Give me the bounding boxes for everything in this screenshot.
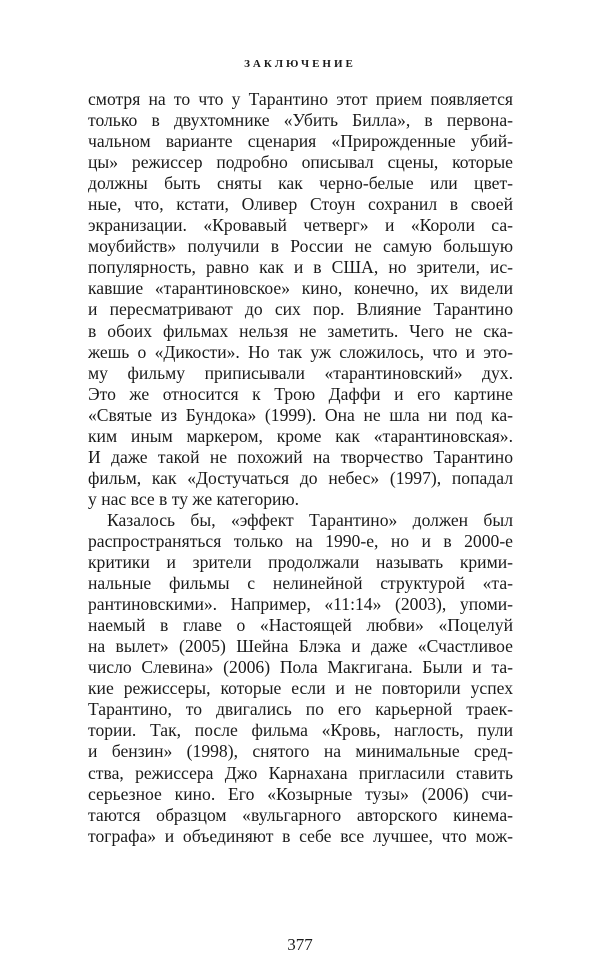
- text-line: в обоих фильмах нельзя не заметить. Чего не ска-: [88, 320, 513, 341]
- text-line: таются образцом «вульгарного авторского кинема-: [88, 804, 513, 825]
- text-line: серьезное кино. Его «Козырные тузы» (2006) счи-: [88, 783, 513, 804]
- text-line: на вылет» (2005) Шейна Блэка и даже «Счастливое: [88, 636, 513, 657]
- text-line: тории. Так, после фильма «Кровь, наглость, пули: [88, 720, 513, 741]
- text-line: фильм, как «Достучаться до небес» (1997), попадал: [88, 467, 513, 488]
- text-line: рантиновскими». Например, «11:14» (2003), упоми-: [88, 594, 513, 615]
- text-line: и пересматривают до сих пор. Влияние Тарантино: [88, 299, 513, 320]
- text-line: распространяться только на 1990-е, но и в 2000-е: [88, 530, 513, 551]
- text-line: только в двухтомнике «Убить Билла», в первона-: [88, 110, 513, 131]
- body-text: [88, 89, 513, 847]
- page-number: 377: [287, 935, 313, 954]
- text-line: чальном варианте сценария «Прирожденные убий-: [88, 131, 513, 152]
- text-line: тографа» и объединяют в себе все лучшее, что мож-: [88, 825, 513, 846]
- text-line: му фильму приписывали «тарантиновский» дух.: [88, 362, 513, 383]
- text-line: кие режиссеры, которые если и не повторили успех: [88, 678, 513, 699]
- text-line: Это же относится к Трою Даффи и его картине: [88, 383, 513, 404]
- text-line: наемый в главе о «Настоящей любви» «Поцелуй: [88, 615, 513, 636]
- text-line: цы» режиссер подробно описывал сцены, которые: [88, 152, 513, 173]
- text-line: кавшие «тарантиновское» кино, конечно, их видели: [88, 278, 513, 299]
- text-line: Тарантино, то двигались по его карьерной траек-: [88, 699, 513, 720]
- text-line: нальные фильмы с нелинейной структурой «та-: [88, 573, 513, 594]
- text-line: Казалось бы, «эффект Тарантино» должен был: [107, 509, 513, 530]
- text-line: число Слевина» (2006) Пола Макгигана. Были и та-: [88, 657, 513, 678]
- text-line: и бензин» (1998), снятого на минимальные сред-: [88, 741, 513, 762]
- text-line: моубийств» получили в России не самую большую: [88, 236, 513, 257]
- text-line: И даже такой не похожий на творчество Тарантино: [88, 446, 513, 467]
- text-line: критики и зрители продолжали называть крими-: [88, 552, 513, 573]
- running-header: ЗАКЛЮЧЕНИЕ: [244, 58, 356, 70]
- text-line: ные, что, кстати, Оливер Стоун сохранил в своей: [88, 194, 513, 215]
- text-line: должны быть сняты как черно-белые или цвет-: [88, 173, 513, 194]
- text-line: «Святые из Бундока» (1999). Она не шла ни под ка-: [88, 404, 513, 425]
- text-line: ким иным маркером, кроме как «тарантиновская».: [88, 425, 513, 446]
- text-line: смотря на то что у Тарантино этот прием появляется: [88, 89, 513, 109]
- text-line: популярность, равно как и в США, но зрители, ис-: [88, 257, 513, 278]
- text-line: ства, режиссера Джо Карнахана пригласили ставить: [88, 762, 513, 783]
- text-line: экранизации. «Кровавый четверг» и «Короли са-: [88, 215, 513, 236]
- text-line: у нас все в ту же категорию.: [88, 488, 300, 509]
- text-line: жешь о «Дикости». Но так уж сложилось, что и это-: [88, 341, 513, 362]
